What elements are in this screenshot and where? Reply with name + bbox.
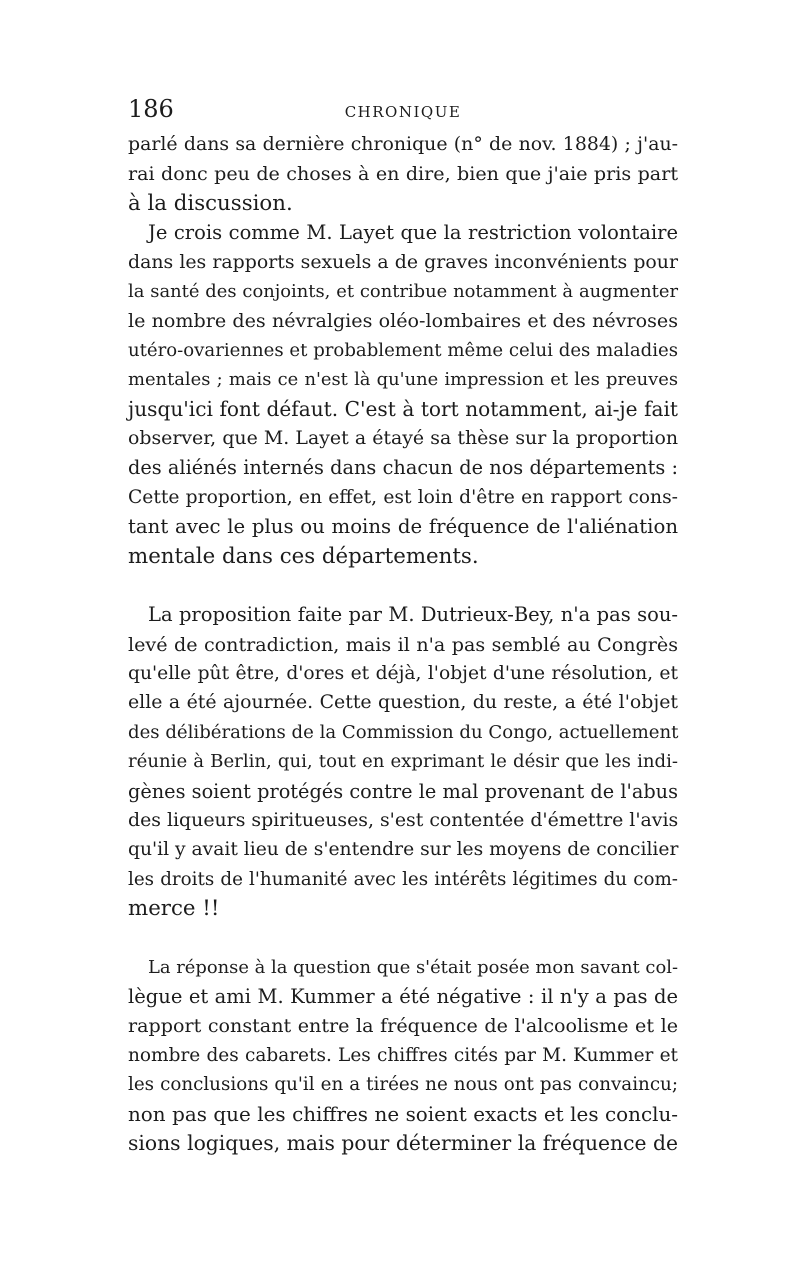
text-line: dans les rapports sexuels a de graves inconvénients pour	[128, 250, 678, 273]
text-line: tant avec le plus ou moins de fréquence de l'aliénation	[128, 515, 678, 539]
running-title: CHRONIQUE	[344, 103, 462, 121]
text-line: levé de contradiction, mais il n'a pas semblé au Congrès	[128, 632, 678, 656]
text-line: qu'elle pût être, d'ores et déjà, l'objet d'une résolution, et	[128, 662, 678, 684]
text-line: rapport constant entre la fréquence de l'alcoolisme et le	[128, 1014, 678, 1038]
text-line: La proposition faite par M. Dutrieux-Bey, n'a pas sou-	[148, 603, 678, 627]
paragraph-1	[128, 130, 678, 218]
text-line: des aliénés internés dans chacun de nos départements :	[128, 456, 678, 480]
text-line: elle a été ajournée. Cette question, du reste, a été l'objet	[128, 691, 678, 714]
text-line: Je crois comme M. Layet que la restriction volontaire	[148, 221, 678, 245]
text-line: mentales ; mais ce n'est là qu'une impression et les preuves	[128, 369, 678, 391]
text-line: gènes soient protégés contre le mal provenant de l'abus	[128, 779, 678, 803]
text-line: mentale dans ces départements.	[128, 543, 479, 569]
body-text	[128, 130, 678, 1158]
text-line: à la discussion.	[128, 190, 293, 216]
text-line: qu'il y avait lieu de s'entendre sur les moyens de concilier	[128, 839, 679, 861]
text-line: jusqu'ici font défaut. C'est à tort notamment, ai-je fait	[128, 396, 678, 421]
text-line: des délibérations de la Commission du Congo, actuellement	[128, 721, 679, 743]
text-line: Cette proportion, en effet, est loin d'être en rapport cons-	[128, 486, 678, 508]
text-line: non pas que les chiffres ne soient exacts et les conclu-	[128, 1102, 678, 1126]
page-header	[128, 95, 678, 125]
text-line: observer, que M. Layet a étayé sa thèse sur la proportion	[128, 427, 678, 450]
text-line: la santé des conjoints, et contribue notamment à augmenter	[128, 281, 678, 303]
text-line: réunie à Berlin, qui, tout en exprimant le désir que les indi-	[128, 751, 678, 773]
paragraph-3	[128, 600, 678, 923]
page-number: 186	[128, 95, 174, 123]
text-line: les conclusions qu'il en a tirées ne nous ont pas convaincu;	[128, 1074, 678, 1096]
text-line: des liqueurs spiritueuses, s'est contentée d'émettre l'avis	[128, 808, 679, 831]
paragraph-4	[128, 953, 678, 1159]
text-line: rai donc peu de choses à en dire, bien que j'aie pris part	[128, 162, 678, 186]
text-line: utéro-ovariennes et probablement même celui des maladies	[128, 339, 678, 361]
text-line: lègue et ami M. Kummer a été négative : il n'y a pas de	[128, 984, 678, 1008]
text-line: La réponse à la question que s'était posée mon savant col-	[148, 956, 678, 978]
text-line: merce !!	[128, 896, 220, 922]
text-line: sions logiques, mais pour déterminer la fréquence de	[128, 1131, 678, 1155]
text-line: les droits de l'humanité avec les intérêts légitimes du com-	[128, 868, 678, 890]
text-line: parlé dans sa dernière chronique (n° de nov. 1884) ; j'au-	[128, 133, 678, 155]
text-line: le nombre des névralgies oléo-lombaires et des névroses	[128, 309, 678, 333]
paragraph-2	[128, 218, 678, 571]
text-line: nombre des cabarets. Les chiffres cités par M. Kummer et	[128, 1044, 678, 1066]
